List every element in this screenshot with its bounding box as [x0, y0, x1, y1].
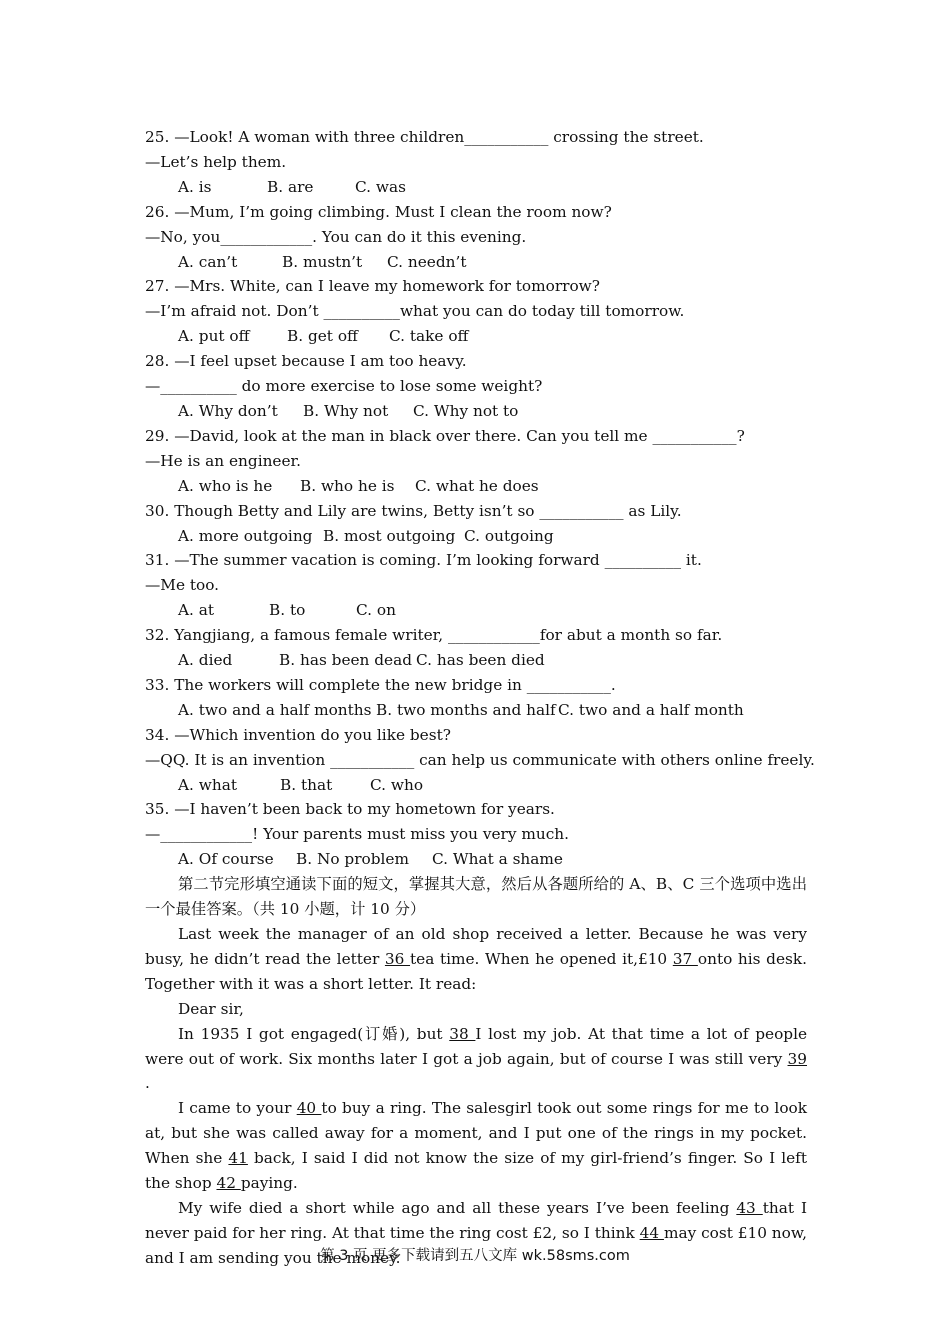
- options-row: [145, 847, 807, 872]
- exam-page: [145, 125, 815, 1271]
- page-footer: 第 3 页 更多下载请到五八文库 wk.58sms.com: [320, 1248, 630, 1264]
- question-35: [145, 797, 807, 872]
- question-27: [145, 274, 807, 349]
- blank-39: 39: [787, 1049, 807, 1068]
- option-b: B. who he is: [300, 476, 395, 495]
- passage-text: In 1935 I got engaged(订婚), but: [178, 1024, 450, 1043]
- option-a: A. what: [178, 775, 237, 794]
- option-a: A. Of course: [178, 850, 274, 869]
- question-line: —__________ do more exercise to lose some weight?: [145, 377, 543, 396]
- question-line: —No, you____________. You can do it this evening.: [145, 227, 527, 246]
- question-line: 27. —Mrs. White, can I leave my homework for tomorrow?: [145, 277, 600, 296]
- passage-paragraph-1: [145, 922, 807, 997]
- section-2-instruction: 第二节完形填空通读下面的短文，掌握其大意，然后从各题所给的 A、B、C 三个选项中选出一个最佳答案。（共 10 小题，计 10 分）: [145, 875, 807, 919]
- option-c: C. who: [370, 775, 424, 794]
- option-a: A. two and a half months: [178, 700, 372, 719]
- passage-text: may cost £10 now, and I am sending you the money.: [145, 1223, 808, 1267]
- passage-text: Last week the manager of an old shop received a letter. Because he was very busy, he didn’t read the letter: [145, 925, 807, 968]
- option-b: B. mustn’t: [282, 252, 363, 271]
- passage-paragraph-3: [145, 1096, 807, 1196]
- blank-38: 38: [449, 1024, 476, 1043]
- option-a: A. put off: [178, 327, 250, 346]
- letter-salutation: Dear sir,: [178, 999, 244, 1018]
- options-row: [145, 250, 807, 275]
- option-a: A. died: [178, 651, 233, 670]
- option-a: A. can’t: [178, 252, 238, 271]
- option-b: B. two months and half: [376, 700, 556, 719]
- blank-43: 43: [736, 1198, 763, 1217]
- option-b: B. No problem: [296, 850, 409, 869]
- option-b: B. that: [280, 775, 333, 794]
- option-c: C. Why not to: [413, 401, 519, 420]
- options-row: [145, 598, 807, 623]
- question-line: 34. —Which invention do you like best?: [145, 725, 451, 744]
- blank-41: 41: [228, 1149, 248, 1168]
- options-row: [145, 773, 807, 798]
- options-row: [145, 474, 807, 499]
- passage-text: tea time. When he opened it,£10: [410, 949, 673, 968]
- question-line: 29. —David, look at the man in black over there. Can you tell me ___________?: [145, 426, 745, 445]
- passage-text: I came to your: [178, 1099, 297, 1118]
- passage-text: My wife died a short while ago and all these years I’ve been feeling: [178, 1198, 737, 1217]
- option-a: A. who is he: [178, 476, 273, 495]
- question-26: [145, 200, 807, 275]
- option-a: A. Why don’t: [178, 401, 278, 420]
- passage-text: onto his desk. Together with it was a short letter. It read:: [145, 949, 807, 993]
- question-line: 28. —I feel upset because I am too heavy.: [145, 352, 467, 371]
- blank-36: 36: [384, 949, 411, 968]
- question-line: —I’m afraid not. Don’t __________what you can do today till tomorrow.: [145, 302, 685, 321]
- passage-text: .: [145, 1074, 150, 1093]
- options-row: [145, 399, 807, 424]
- question-28: [145, 349, 807, 424]
- option-b: B. to: [269, 601, 306, 620]
- question-line: —Let’s help them.: [145, 152, 287, 171]
- question-line: —____________! Your parents must miss you very much.: [145, 825, 569, 844]
- passage-text: paying.: [240, 1174, 298, 1193]
- question-32: [145, 623, 807, 673]
- question-29: [145, 424, 807, 499]
- question-line: —Me too.: [145, 576, 220, 595]
- option-c: C. needn’t: [387, 252, 467, 271]
- question-30: [145, 499, 807, 549]
- question-25: [145, 125, 807, 200]
- option-a: A. is: [178, 177, 212, 196]
- question-line: —QQ. It is an invention ___________ can help us communicate with others online freely.: [145, 750, 815, 769]
- option-a: A. more outgoing: [178, 526, 313, 545]
- option-b: B. Why not: [303, 401, 389, 420]
- passage-text: back, I said I did not know the size of my girl-friend’s finger. So I left the shop: [145, 1149, 807, 1193]
- option-c: C. has been died: [416, 651, 545, 670]
- question-33: [145, 673, 807, 723]
- question-line: 30. Though Betty and Lily are twins, Betty isn’t so ___________ as Lily.: [145, 501, 682, 520]
- options-row: [145, 648, 807, 673]
- passage-text: that I never paid for her ring. At that time the ring cost £2, so I think: [145, 1198, 808, 1242]
- option-b: B. are: [267, 177, 314, 196]
- question-line: 35. —I haven’t been back to my hometown for years.: [145, 800, 555, 819]
- passage-paragraph-2: [145, 1022, 807, 1097]
- question-31: [145, 548, 807, 623]
- question-line: 31. —The summer vacation is coming. I’m looking forward __________ it.: [145, 551, 702, 570]
- blank-42: 42: [216, 1174, 241, 1193]
- passage-text: to buy a ring. The salesgirl took out some rings for me to look at, but she was called away for a moment, and I put one of the rings in my pocket. When she: [145, 1099, 808, 1168]
- option-b: B. get off: [287, 327, 358, 346]
- options-row: [145, 698, 807, 723]
- question-line: 25. —Look! A woman with three children___________ crossing the street.: [145, 128, 704, 146]
- question-line: 33. The workers will complete the new bridge in ___________.: [145, 675, 616, 694]
- options-row: [145, 524, 807, 549]
- blank-44: 44: [639, 1223, 664, 1242]
- option-c: C. What a shame: [432, 850, 563, 869]
- option-c: C. two and a half month: [558, 700, 744, 719]
- option-c: C. on: [356, 601, 396, 620]
- option-b: B. has been dead: [279, 651, 413, 670]
- question-line: —He is an engineer.: [145, 451, 302, 470]
- question-34: [145, 723, 815, 798]
- options-row: [145, 175, 807, 200]
- option-c: C. outgoing: [464, 526, 554, 545]
- passage-text: I lost my job. At that time a lot of people were out of work. Six months later I got a job again, but of course I was still very: [145, 1024, 808, 1068]
- blank-37: 37: [672, 949, 698, 968]
- option-c: C. what he does: [415, 476, 539, 495]
- option-c: C. take off: [389, 327, 469, 346]
- question-line: 26. —Mum, I’m going climbing. Must I clean the room now?: [145, 202, 612, 221]
- question-line: 32. Yangjiang, a famous female writer, ____________for abut a month so far.: [145, 626, 723, 645]
- option-b: B. most outgoing: [323, 526, 456, 545]
- option-c: C. was: [355, 177, 406, 196]
- option-a: A. at: [178, 601, 215, 620]
- blank-40: 40: [296, 1099, 322, 1118]
- options-row: [145, 324, 807, 349]
